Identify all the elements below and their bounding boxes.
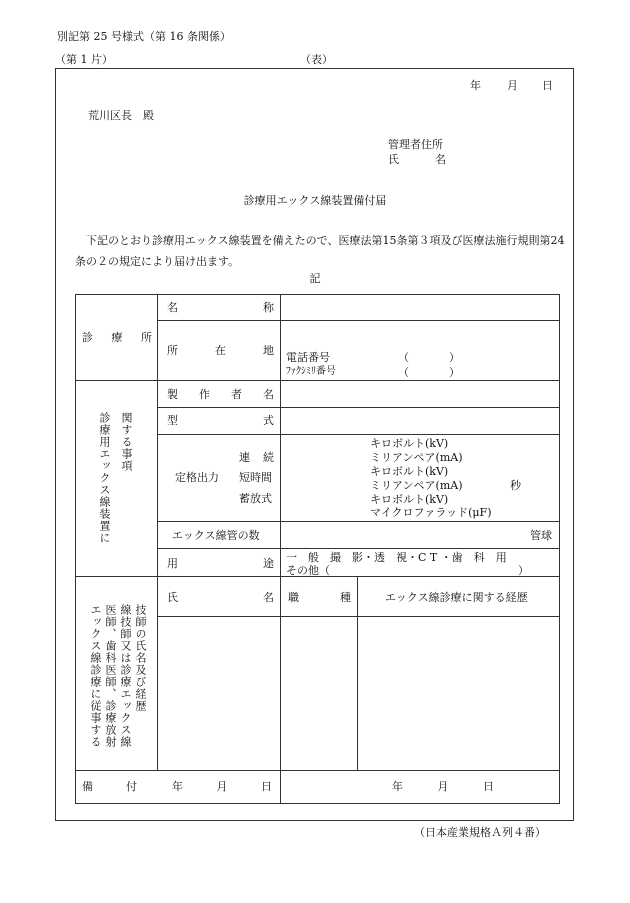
- charge-discharge-label: 蓄放式: [239, 492, 272, 505]
- tubes-field[interactable]: [281, 523, 558, 547]
- tubes-label: エックス線管の数: [172, 529, 260, 542]
- clinic-name-label: 名 称: [167, 301, 274, 314]
- staff-job-field[interactable]: [281, 618, 356, 769]
- fax-paren-close: ）: [449, 366, 460, 379]
- short-time-label: 短時間: [239, 471, 272, 484]
- staff-section-label-1: エックス線診療に従事する: [89, 604, 102, 748]
- use-other-close: ）: [518, 564, 529, 577]
- fax-paren-open: （: [398, 366, 409, 379]
- device-section-label-2: 関する事項: [120, 412, 133, 472]
- staff-section-label-3: 線技師又は診療エックス線: [119, 604, 132, 748]
- use-options: 一 般 撮 影・透 視・C T ・歯 科 用: [286, 551, 507, 564]
- unit-kv-3: キロボルト(kV): [370, 493, 449, 506]
- rated-output-label: 定格出力: [175, 471, 219, 484]
- body-text: 下記のとおり診療用エックス線装置を備えたので、医療法第15条第３項及び医療法施行規則第24条の２の規定により届け出ます。: [75, 234, 565, 268]
- install-date-2: 年 月 日: [392, 780, 494, 793]
- unit-kv-2: キロボルト(kV): [370, 465, 449, 478]
- phone-paren-close: ）: [449, 351, 460, 364]
- staff-job-label: 職 種: [288, 591, 351, 604]
- date-month: 月: [507, 79, 518, 92]
- maker-label: 製 作 者 名: [167, 388, 274, 401]
- unit-ma-1: ミリアンペア(mA): [370, 451, 463, 464]
- manager-name-label-1: 氏: [388, 153, 399, 166]
- fax-label: ﾌｧｸｼﾐﾘ番号: [286, 366, 336, 377]
- document-title: 診療用エックス線装置備付届: [243, 194, 387, 207]
- unit-seconds: 秒: [510, 479, 521, 492]
- manager-name-label-2: 名: [435, 153, 446, 166]
- tubes-unit: 管球: [530, 529, 552, 542]
- device-section-label-1: 診療用エックス線装置に: [98, 412, 111, 544]
- use-other: その他（: [286, 564, 330, 577]
- clinic-section-label: 診 療 所: [82, 331, 152, 344]
- unit-ma-2: ミリアンペア(mA): [370, 479, 463, 492]
- unit-uf: マイクロファラッド(μF): [370, 506, 492, 519]
- date-year: 年: [470, 79, 481, 92]
- staff-name-label: 氏 名: [167, 591, 274, 604]
- clinic-location-field[interactable]: [281, 322, 558, 350]
- install-date-1: 年 月 日: [172, 780, 272, 793]
- maker-field[interactable]: [281, 382, 558, 406]
- unit-kv-1: キロボルト(kV): [370, 437, 449, 450]
- phone-label: 電話番号: [286, 351, 330, 364]
- side-label: （表）: [300, 53, 333, 66]
- staff-name-field[interactable]: [158, 618, 279, 769]
- manager-address-label: 管理者住所: [388, 138, 443, 151]
- phone-paren-open: （: [398, 351, 409, 364]
- date-day: 日: [542, 79, 553, 92]
- ki-label: 記: [309, 272, 321, 285]
- page-label: （第 1 片）: [55, 53, 113, 66]
- footer-standard: （日本産業規格Ａ列４番）: [414, 826, 546, 839]
- form-id: 別記第 25 号様式（第 16 条関係）: [57, 30, 231, 43]
- addressee: 荒川区長 殿: [88, 109, 154, 122]
- staff-history-label: エックス線診療に関する経歴: [385, 591, 528, 604]
- staff-history-field[interactable]: [358, 618, 558, 769]
- clinic-name-field[interactable]: [281, 300, 558, 319]
- staff-section-label-4: 技師の氏名及び経歴: [134, 604, 147, 712]
- clinic-location-label: 所 在 地: [167, 344, 274, 357]
- use-label: 用 途: [167, 557, 274, 570]
- staff-section-label-2: 医師、歯科医師、診療放射: [104, 604, 117, 748]
- continuous-label: 連 続: [239, 451, 274, 464]
- model-field[interactable]: [281, 409, 558, 433]
- install-label: 備 付: [82, 780, 137, 793]
- model-label: 型 式: [167, 414, 274, 427]
